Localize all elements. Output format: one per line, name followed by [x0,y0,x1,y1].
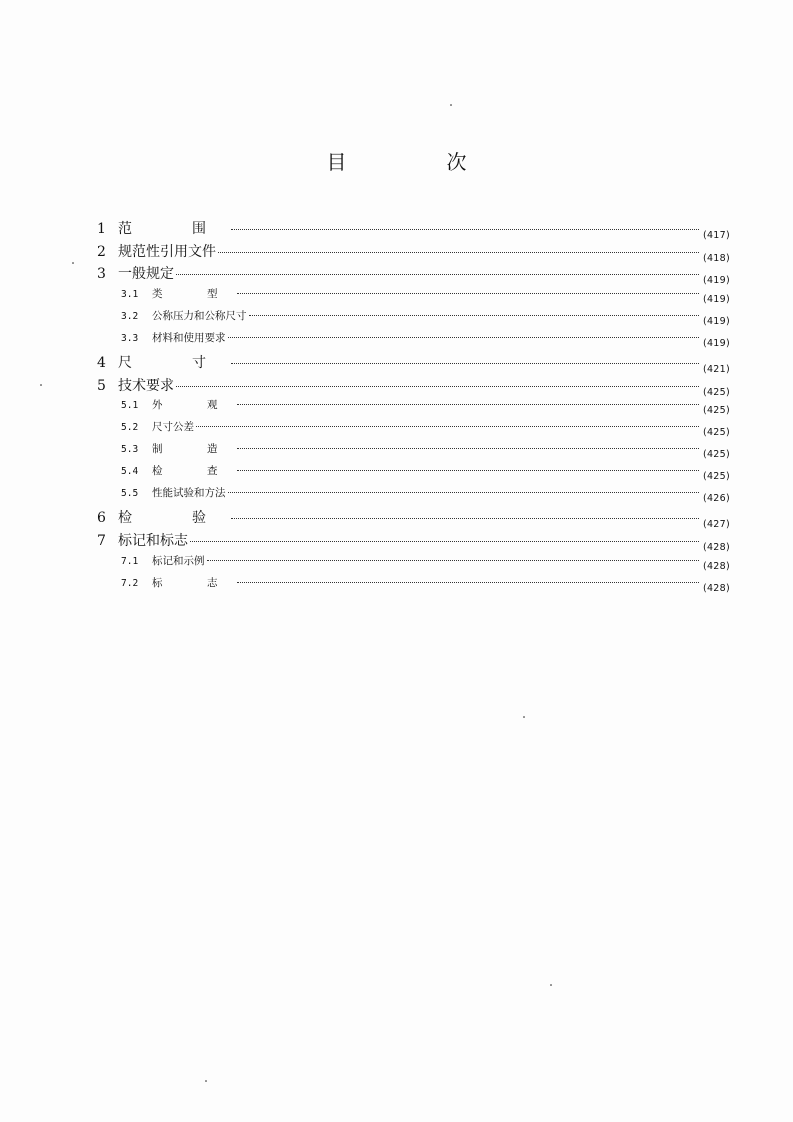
toc-entry-label: 检 查 [152,465,235,478]
toc-entry-1[interactable] [97,218,730,241]
toc-entry-7-1[interactable] [97,553,730,575]
toc-entry-5-3[interactable] [97,441,730,463]
toc-entry-label: 外 观 [152,399,235,412]
dot-leader [237,404,699,405]
toc-entry-label: 规范性引用文件 [118,243,216,260]
toc-entry-5-2[interactable] [97,419,730,441]
toc-entry-page: (426) [702,493,730,505]
page-title: 目 次 [326,150,507,174]
toc-entry-3-2[interactable] [97,308,730,330]
toc-entry-page: (428) [702,582,730,594]
dot-leader [231,229,699,230]
toc-entry-number: 5.3 [121,444,139,456]
dot-leader [237,293,699,294]
toc-entry-number: 4 [97,355,106,372]
toc-entry-page: (425) [702,386,730,398]
toc-entry-page: (418) [702,252,730,264]
toc-entry-page: (417) [702,230,730,241]
toc-entry-7[interactable] [97,530,730,553]
toc-entry-number: 5.4 [121,466,139,478]
toc-entry-number: 6 [97,510,106,527]
dot-leader [237,470,699,471]
toc-entry-label: 尺 寸 [118,355,229,372]
dot-leader [228,337,699,338]
dot-leader [231,363,699,364]
toc-entry-3-3[interactable] [97,330,730,352]
toc-entry-page: (419) [702,316,730,328]
toc-entry-number: 2 [97,243,106,260]
toc-entry-label: 标 志 [152,576,235,589]
dot-leader [237,582,699,583]
dot-leader [231,518,699,519]
dot-leader [249,315,699,316]
toc-entry-number: 7 [97,533,106,550]
toc-entry-5-1[interactable] [97,397,730,419]
toc-entry-5-4[interactable] [97,463,730,485]
toc-entry-label: 标记和标志 [118,533,188,550]
dot-leader [190,541,699,542]
toc-entry-page: (425) [702,449,730,461]
dot-leader [237,448,699,449]
toc-entry-3-1[interactable] [97,286,730,308]
toc-entry-number: 5 [97,377,106,394]
scan-speck [205,1080,207,1082]
toc-entry-page: (419) [702,338,730,350]
toc-entry-page: (425) [702,427,730,439]
toc-entry-7-2[interactable] [97,575,730,597]
toc-entry-number: 3.3 [121,333,139,345]
toc-entry-label: 技术要求 [118,377,174,394]
toc-entry-number: 3.1 [121,289,139,301]
scan-speck [450,104,452,106]
toc-entry-number: 3 [97,266,106,283]
toc-entry-number: 3.2 [121,311,139,323]
toc-entry-number: 7.2 [121,577,139,589]
toc-entry-5-5[interactable] [97,485,730,507]
toc-entry-page: (428) [702,560,730,572]
toc-entry-page: (421) [702,364,730,376]
toc-entry-label: 类 型 [152,288,235,301]
toc-entry-label: 尺寸公差 [152,421,194,434]
toc-entry-number: 1 [97,221,106,237]
toc-entry-label: 公称压力和公称尺寸 [152,310,247,323]
toc-entry-label: 范 围 [118,221,229,237]
toc-entry-label: 材料和使用要求 [152,332,226,345]
table-of-contents [97,218,730,597]
toc-entry-number: 7.1 [121,555,139,567]
scan-speck [40,384,42,386]
toc-entry-number: 5.1 [121,400,139,412]
scan-speck [550,984,552,986]
toc-entry-number: 5.5 [121,488,139,500]
toc-entry-page: (428) [702,542,730,554]
toc-entry-page: (425) [702,471,730,483]
toc-entry-page: (427) [702,519,730,531]
toc-entry-label: 一般规定 [118,266,174,283]
dot-leader [176,386,699,387]
toc-entry-5[interactable] [97,375,730,398]
dot-leader [196,426,699,427]
toc-entry-label: 检 验 [118,510,229,527]
toc-entry-2[interactable] [97,241,730,264]
dot-leader [218,252,699,253]
dot-leader [176,274,699,275]
dot-leader [228,492,699,493]
dot-leader [207,560,699,561]
toc-entry-label: 性能试验和方法 [152,487,226,500]
toc-entry-4[interactable] [97,352,730,375]
toc-entry-page: (425) [702,405,730,417]
toc-entry-label: 标记和示例 [152,554,205,567]
toc-entry-6[interactable] [97,507,730,530]
toc-entry-3[interactable] [97,263,730,286]
toc-entry-page: (419) [702,275,730,287]
toc-entry-number: 5.2 [121,422,139,434]
scan-speck [72,262,74,264]
toc-entry-page: (419) [702,294,730,306]
scan-speck [523,716,525,718]
toc-entry-label: 制 造 [152,443,235,456]
